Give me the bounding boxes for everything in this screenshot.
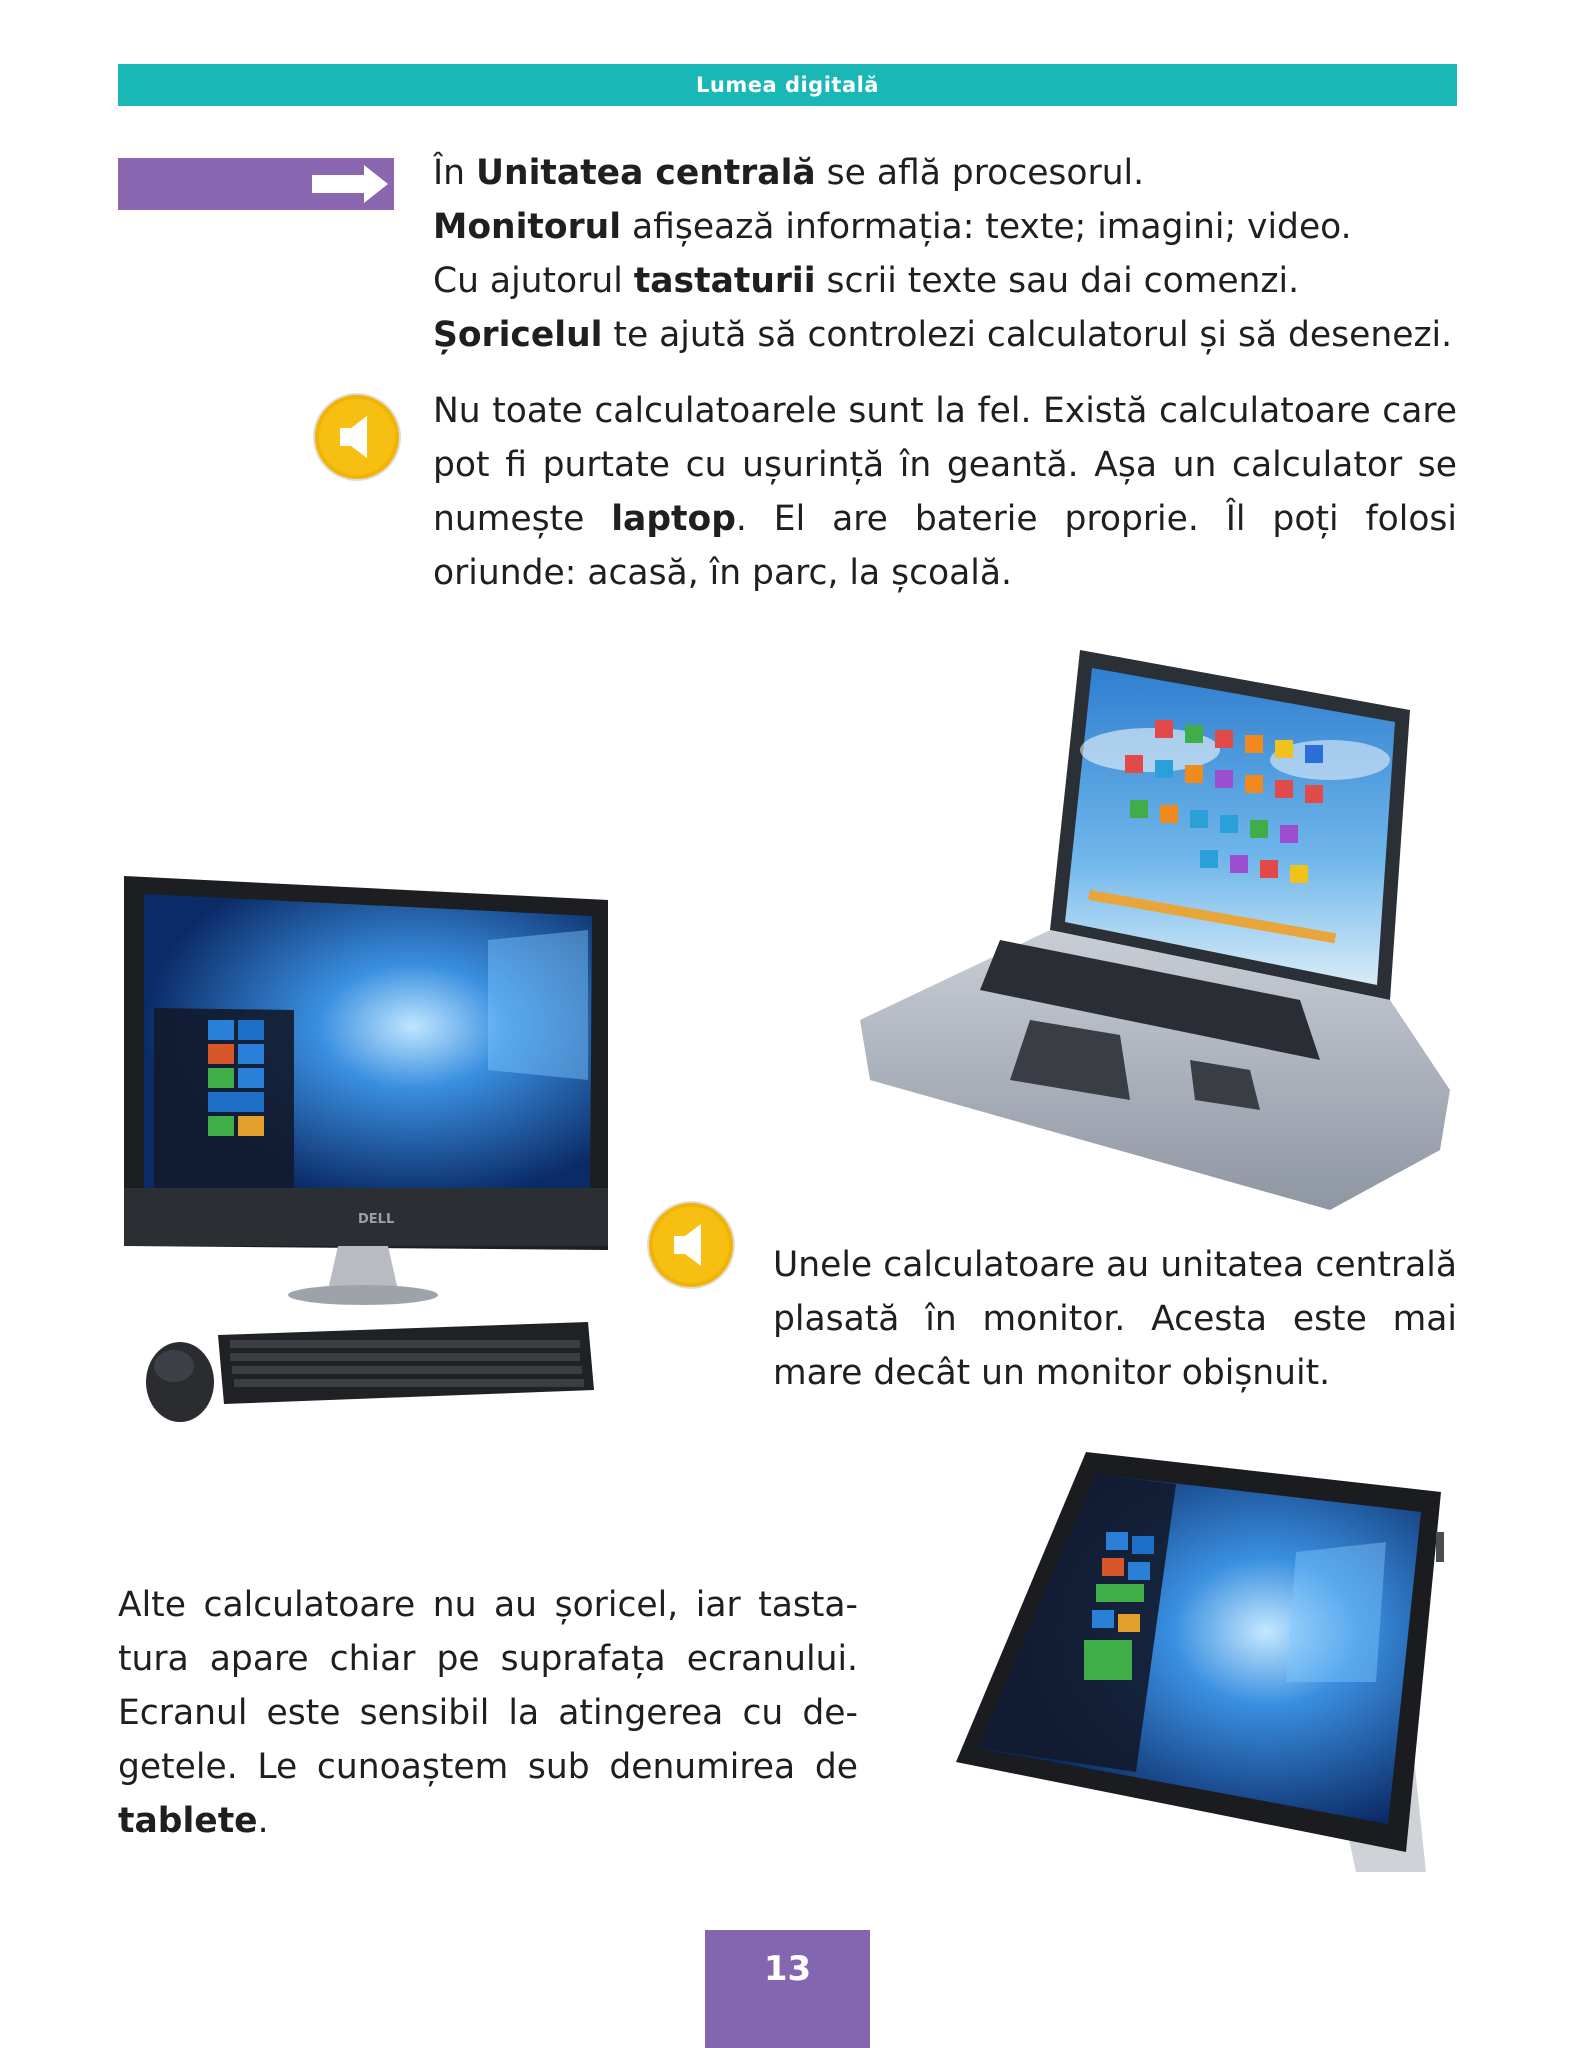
intro-line-1 — [433, 146, 1144, 200]
term-monitorul: Monitorul — [433, 207, 622, 247]
header-bar — [118, 64, 1457, 106]
arrow-right-icon — [304, 158, 394, 210]
intro-line-3-pre: Cu ajutorul — [433, 261, 634, 301]
monitor-brand-logo: DELL — [358, 1212, 395, 1227]
laptop-paragraph-pre: Nu toate calculatoarele sunt la fel. Există calculatoare care pot fi purtate cu ușurință în geantă. Așa un calculator se numește — [433, 391, 1457, 539]
tablet-paragraph-pre: Alte calculatoare nu au șoricel, iar tastatura apare chiar pe suprafața ecranului. Ecranul este sensibil la atingerea cu degetele. Le cunoaștem sub denumirea de — [118, 1585, 858, 1787]
page-number: 13 — [763, 1949, 812, 1989]
page-number-box — [705, 1930, 870, 2048]
intro-line-4 — [433, 308, 1452, 362]
intro-line-2-post: afișează informația: texte; imagini; video. — [621, 207, 1352, 247]
intro-line-3 — [433, 254, 1299, 308]
laptop-paragraph — [433, 384, 1457, 600]
tablet-image — [936, 1432, 1458, 1887]
laptop-image — [850, 640, 1458, 1210]
all-in-one-computer-image — [118, 870, 730, 1430]
term-laptop: laptop — [611, 499, 736, 539]
intro-line-2 — [433, 200, 1352, 254]
tablet-paragraph-post: . — [257, 1801, 269, 1841]
tablet-paragraph — [118, 1578, 858, 1848]
term-tablete: tablete — [118, 1801, 258, 1841]
intro-line-4-post: te ajută să controlezi calculatorul și să desenezi. — [602, 315, 1453, 355]
speaker-icon[interactable] — [312, 392, 402, 482]
intro-line-3-post: scrii texte sau dai comenzi. — [815, 261, 1300, 301]
header-title: Lumea digitală — [696, 73, 879, 97]
allinone-paragraph: Unele calculatoare au unitatea centrală plasată în monitor. Acesta este mai mare decât un monitor obișnuit. — [773, 1245, 1457, 1393]
term-unitatea-centrala: Unitatea centrală — [476, 153, 816, 193]
laptop-paragraph-post: . El are baterie proprie. Îl poți folosi oriunde: acasă, în parc, la școală. — [433, 499, 1457, 593]
term-soricelul: Șoricelul — [433, 315, 603, 355]
term-tastaturii: tastaturii — [633, 261, 816, 301]
intro-line-1-pre: În — [433, 153, 477, 193]
intro-line-1-post: se află procesorul. — [815, 153, 1145, 193]
arrow-bar — [118, 158, 394, 210]
speaker-icon[interactable] — [646, 1200, 736, 1290]
